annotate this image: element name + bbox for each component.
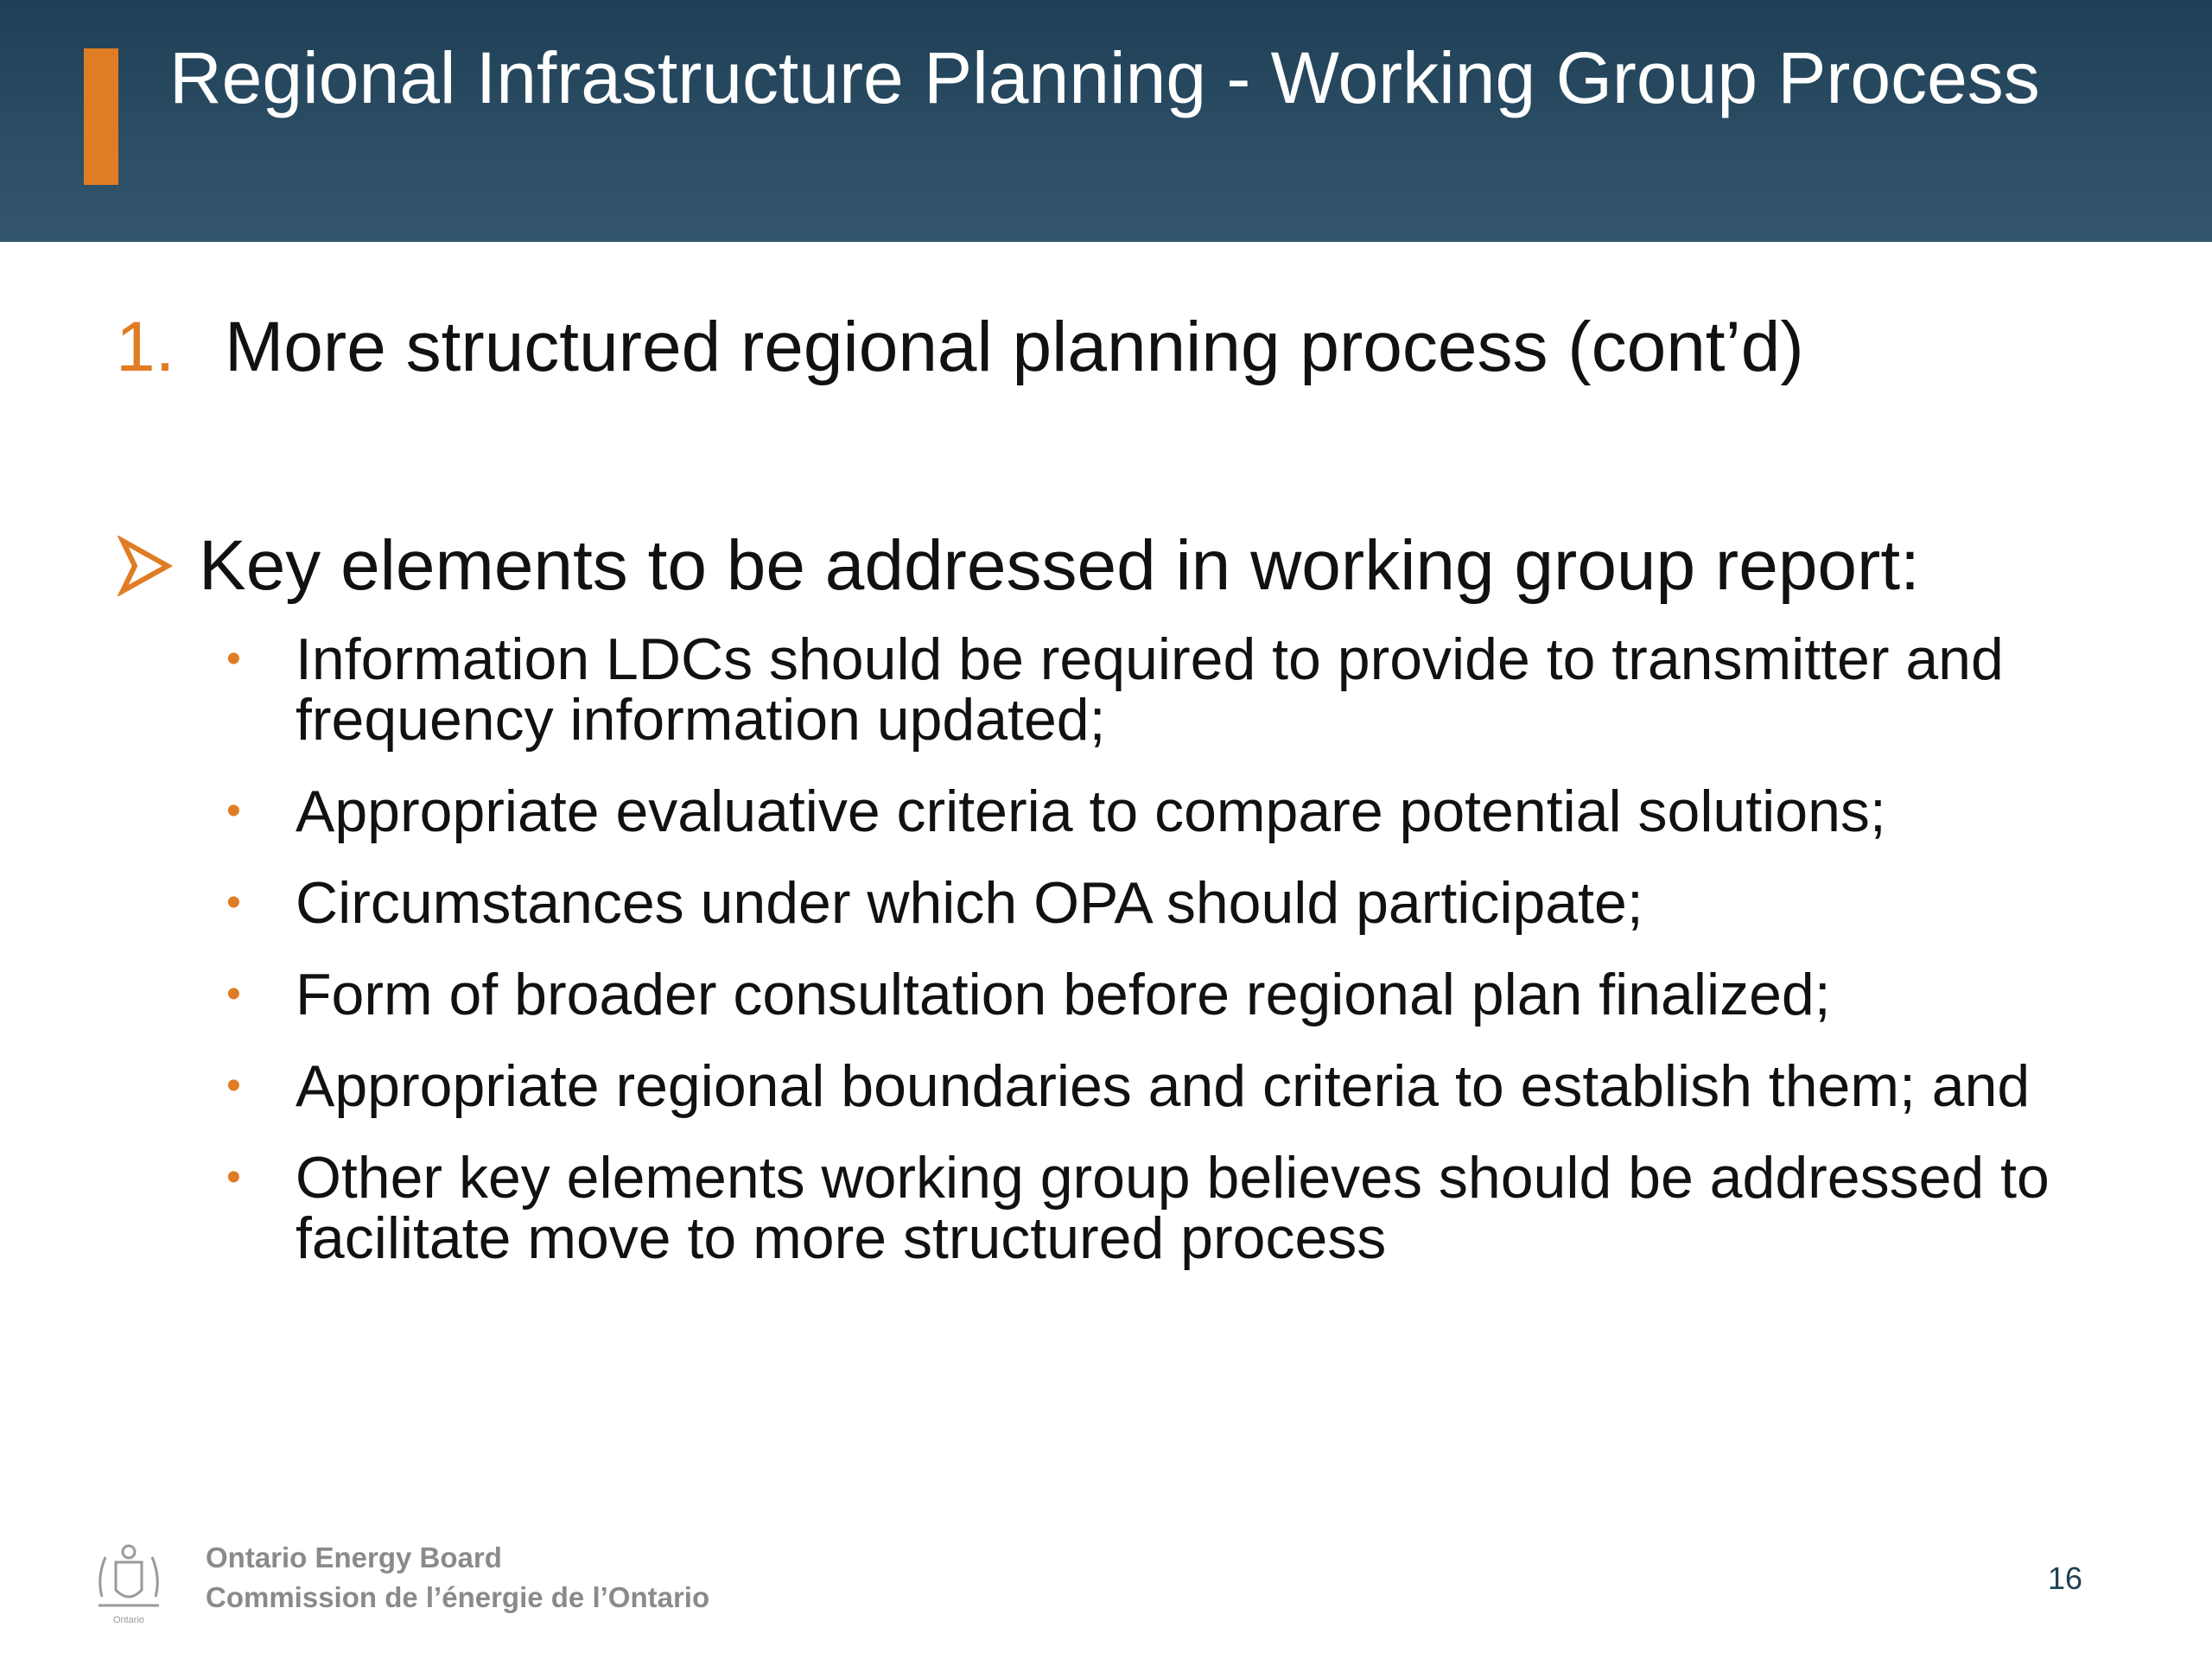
list-item-text: Form of broader consultation before regional plan finalized; [296,962,1831,1027]
list-item-text: Appropriate evaluative criteria to compare potential solutions; [296,779,1886,844]
bullet-dot-icon: • [226,788,241,834]
bullet-dot-icon: • [226,636,241,682]
ontario-crest-icon [90,1536,168,1631]
org-name-english: Ontario Energy Board [206,1541,502,1573]
header-accent-bar [84,48,118,185]
page-number: 16 [2047,1560,2082,1596]
arrow-right-icon [118,536,199,596]
bullet-dot-icon: • [226,1063,241,1109]
numbered-heading [116,307,1804,388]
list-item-text: Information LDCs should be required to provide to transmitter and frequency information updated; [296,626,2004,753]
list-item-text: Circumstances under which OPA should participate; [296,870,1643,936]
bullet-list [223,626,2124,1300]
list-item-text: Other key elements working group believes should be addressed to facilitate move to more structured process [296,1145,2050,1271]
slide-footer [0,1521,2212,1659]
heading-text: More structured regional planning process (cont’d) [225,308,1804,386]
list-item [223,964,2124,1025]
list-item [223,870,2124,936]
bullet-dot-icon: • [226,971,241,1017]
crest-caption: Ontario [112,1615,145,1625]
bullet-dot-icon: • [226,1154,241,1200]
list-item [223,1145,2124,1271]
key-point-text: Key elements to be addressed in working group report: [199,526,1920,605]
list-item [223,626,2124,753]
slide-header [0,0,2212,242]
org-name-french: Commission de l’énergie de l’Ontario [206,1581,710,1613]
list-item [223,781,2124,842]
key-point [118,525,1920,607]
heading-number: 1. [116,308,175,386]
bullet-dot-icon: • [226,880,241,925]
list-item [223,1053,2124,1119]
list-item-text: Appropriate regional boundaries and criteria to establish them; and [296,1053,2031,1119]
slide-title: Regional Infrastructure Planning - Working Group Process [169,37,2040,118]
